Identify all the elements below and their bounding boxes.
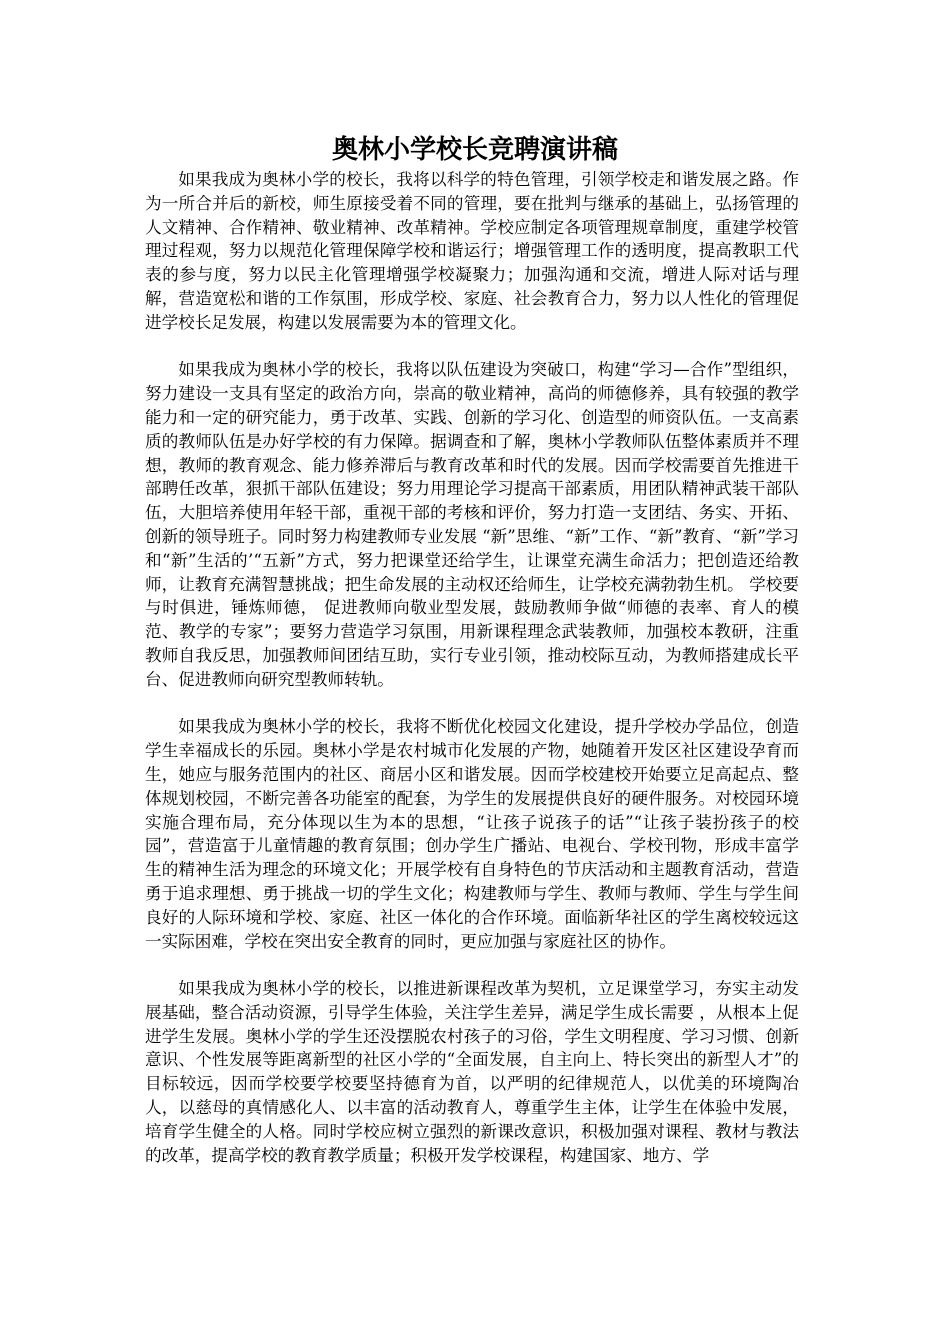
paragraph-4: 如果我成为奥林小学的校长，以推进新课程改革为契机，立足课堂学习，夯实主动发展基础，整合活动资源，引导学生体验，关注学生差异，满足学生成长需要 ，从根本上促进学生发展。奥林小学的学生还没摆脱农村孩子的习俗，学生文明程度、学习习惯、创新意识、个性发展等距离新型的社区小学的“全面发展，自主向上、特长突出的新型人才”的目标较远，因而学校要学校要坚持德育为首，以严明的纪律规范人，以优美的环境陶冶人，以慈母的真情感化人、以丰富的活动教育人，尊重学生主体，让学生在体验中发展，培育学生健全的人格。同时学校应树立强烈的新课改意识，积极加强对课程、教材与教法的改革，提高学校的教育教学质量；积极开发学校课程，构建国家、地方、学: [145, 979, 799, 1165]
paragraph-3: 如果我成为奥林小学的校长，我将不断优化校园文化建设，提升学校办学品位，创造学生幸福成长的乐园。奥林小学是农村城市化发展的产物，她随着开发区社区建设孕育而生，她应与服务范围内的社区、商居小区和谐发展。因而学校建校开始要立足高起点、整体规划校园，不断完善各功能室的配套，为学生的发展提供良好的硬件服务。对校园环境实施合理布局，充分体现以生为本的思想，“让孩子说孩子的话”“让孩子装扮孩子的校园”，营造富于儿童情趣的教育氛围；创办学生广播站、电视台、学校刊物，形成丰富学生的精神生活为理念的环境文化；开展学校有自身特色的节庆活动和主题教育活动，营造勇于追求理想、勇于挑战一切的学生文化；构建教师与学生、教师与教师、学生与学生间良好的人际环境和学校、家庭、社区一体化的合作环境。面临新华社区的学生离校较远这一实际困难，学校在突出安全教育的同时，更应加强与家庭社区的协作。: [145, 717, 799, 951]
paragraph-1: 如果我成为奥林小学的校长，我将以科学的特色管理，引领学校走和谐发展之路。作为一所合并后的新校，师生原接受着不同的管理，要在批判与继承的基础上，弘扬管理的人文精神、合作精神、敬业精神、改革精神。学校应制定各项管理规章制度，重建学校管理过程观，努力以规范化管理保障学校和谐运行；增强管理工作的透明度，提高教职工代表的参与度，努力以民主化管理增强学校凝聚力；加强沟通和交流，增进人际对话与理解，营造宽松和谐的工作氛围，形成学校、家庭、社会教育合力，努力以人性化的管理促进学校长足发展，构建以发展需要为本的管理文化。: [145, 170, 799, 332]
document-title: 奥林小学校长竞聘演讲稿: [331, 135, 618, 166]
paragraph-2: 如果我成为奥林小学的校长，我将以队伍建设为突破口，构建“学习—合作”型组织，努力建设一支具有坚定的政治方向，崇高的敬业精神，高尚的师德修养，具有较强的教学能力和一定的研究能力，勇于改革、实践、创新的学习化、创造型的师资队伍。一支高素质的教师队伍是办好学校的有力保障。据调查和了解，奥林小学教师队伍整体素质并不理想，教师的教育观念、能力修养滞后与教育改革和时代的发展。因而学校需要首先推进干部聘任改革，狠抓干部队伍建设；努力用理论学习提高干部素质，用团队精神武装干部队伍，大胆培养使用年轻干部，重视干部的考核和评价，努力打造一支团结、务实、开拓、创新的领导班子。同时努力构建教师专业发展 “新”思维、“新”工作、“新”教育、“新”学习和“新”生活的’“五新”方式，努力把课堂还给学生，让课堂充满生命活力；把创造还给教师，让教育充满智慧挑战；把生命发展的主动权还给师生，让学校充满勃勃生机。 学校要与时俱进，锤炼师德， 促进教师向敬业型发展，鼓励教师争做“师德的表率、育人的模范、教学的专家”；要努力营造学习氛围，用新课程理念武装教师，加强校本教研，注重教师自我反思，加强教师间团结互助，实行专业引领，推动校际互动，为教师搭建成长平台、促进教师向研究型教师转轨。: [145, 360, 799, 689]
document-body: [145, 168, 799, 1191]
